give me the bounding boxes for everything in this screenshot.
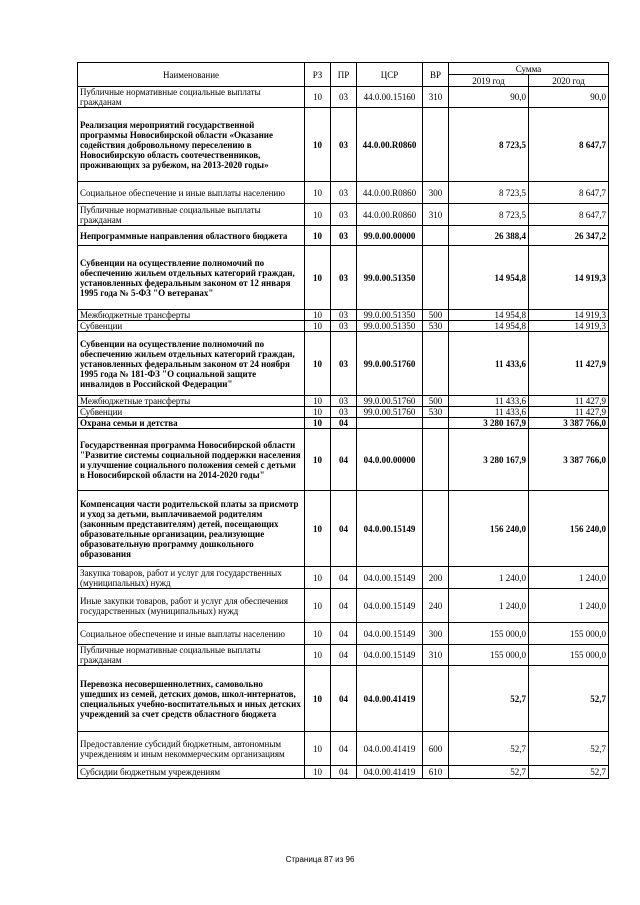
cell-vr: 530 xyxy=(423,321,449,332)
cell-2020: 8 647,7 xyxy=(529,182,609,204)
cell-csr: 04.0.00.41419 xyxy=(357,766,423,779)
cell-name: Субвенции xyxy=(78,321,305,332)
cell-vr xyxy=(423,666,449,732)
cell-pr: 03 xyxy=(331,321,357,332)
cell-rz: 10 xyxy=(305,623,331,645)
cell-csr: 04.0.00.15149 xyxy=(357,645,423,666)
table-row xyxy=(78,87,609,108)
cell-vr xyxy=(423,226,449,246)
cell-2020: 11 427,9 xyxy=(529,332,609,396)
cell-vr xyxy=(423,491,449,567)
cell-rz: 10 xyxy=(305,332,331,396)
cell-rz: 10 xyxy=(305,246,331,310)
cell-pr: 04 xyxy=(331,418,357,429)
table-row xyxy=(78,226,609,246)
table-row xyxy=(78,567,609,589)
cell-vr xyxy=(423,418,449,429)
header-rz: РЗ xyxy=(305,63,331,87)
cell-2020: 1 240,0 xyxy=(529,589,609,623)
cell-csr: 04.0.00.15149 xyxy=(357,491,423,567)
cell-name: Государственная программа Новосибирской области "Развитие системы социальной поддержки населения и улучшение социального положения семей с детьми в Новосибирской области на 2014-2020 годы" xyxy=(78,429,305,491)
cell-name: Реализация мероприятий государственной программы Новосибирской области «Оказание содействия добровольному переселению в Новосибирскую область соотечественников, проживающих за рубежом, на 2013-2020 годы» xyxy=(78,108,305,182)
cell-rz: 10 xyxy=(305,418,331,429)
cell-name: Социальное обеспечение и иные выплаты населению xyxy=(78,623,305,645)
table-body xyxy=(78,87,609,779)
cell-rz: 10 xyxy=(305,87,331,108)
table-row xyxy=(78,407,609,418)
cell-csr: 44.0.00.15160 xyxy=(357,87,423,108)
cell-rz: 10 xyxy=(305,407,331,418)
cell-vr: 530 xyxy=(423,407,449,418)
cell-name: Компенсация части родительской платы за присмотр и уход за детьми, выплачиваемой родителям (законным представителям) детей, посещающих образовательные организации, реализующие образовательную программу дошкольного образования xyxy=(78,491,305,567)
cell-csr: 04.0.00.41419 xyxy=(357,732,423,766)
table-row xyxy=(78,204,609,226)
cell-2020: 8 647,7 xyxy=(529,204,609,226)
cell-2019: 156 240,0 xyxy=(449,491,529,567)
cell-rz: 10 xyxy=(305,204,331,226)
cell-vr: 500 xyxy=(423,396,449,407)
table-row xyxy=(78,491,609,567)
cell-2020: 52,7 xyxy=(529,766,609,779)
cell-2019: 90,0 xyxy=(449,87,529,108)
cell-name: Иные закупки товаров, работ и услуг для обеспечения государственных (муниципальных) нужд xyxy=(78,589,305,623)
cell-rz: 10 xyxy=(305,226,331,246)
cell-rz: 10 xyxy=(305,766,331,779)
table-row xyxy=(78,766,609,779)
cell-pr: 03 xyxy=(331,407,357,418)
budget-table xyxy=(77,62,609,779)
cell-rz: 10 xyxy=(305,589,331,623)
cell-2019: 11 433,6 xyxy=(449,396,529,407)
cell-pr: 04 xyxy=(331,429,357,491)
cell-name: Субвенции на осуществление полномочий по обеспечению жильем отдельных категорий граждан, установленных федеральным законом от 12 января 1995 года № 5-ФЗ "О ветеранах" xyxy=(78,246,305,310)
cell-2019: 26 388,4 xyxy=(449,226,529,246)
cell-rz: 10 xyxy=(305,732,331,766)
table-row xyxy=(78,246,609,310)
header-vr: ВР xyxy=(423,63,449,87)
cell-vr xyxy=(423,108,449,182)
cell-name: Публичные нормативные социальные выплаты гражданам xyxy=(78,204,305,226)
cell-name: Публичные нормативные социальные выплаты гражданам xyxy=(78,645,305,666)
cell-rz: 10 xyxy=(305,108,331,182)
cell-name: Межбюджетные трансферты xyxy=(78,396,305,407)
cell-vr: 240 xyxy=(423,589,449,623)
cell-name: Субвенции xyxy=(78,407,305,418)
cell-2019: 1 240,0 xyxy=(449,589,529,623)
cell-2020: 1 240,0 xyxy=(529,567,609,589)
header-csr: ЦСР xyxy=(357,63,423,87)
cell-2020: 155 000,0 xyxy=(529,623,609,645)
cell-pr: 03 xyxy=(331,396,357,407)
cell-2019: 3 280 167,9 xyxy=(449,418,529,429)
cell-2020: 26 347,2 xyxy=(529,226,609,246)
cell-vr xyxy=(423,429,449,491)
cell-vr: 610 xyxy=(423,766,449,779)
cell-pr: 04 xyxy=(331,567,357,589)
cell-2020: 14 919,3 xyxy=(529,321,609,332)
cell-vr xyxy=(423,246,449,310)
cell-vr: 300 xyxy=(423,623,449,645)
cell-2020: 11 427,9 xyxy=(529,396,609,407)
cell-pr: 03 xyxy=(331,310,357,321)
cell-name: Субсидии бюджетным учреждениям xyxy=(78,766,305,779)
cell-csr: 04.0.00.15149 xyxy=(357,589,423,623)
cell-csr: 44.0.00.R0860 xyxy=(357,182,423,204)
cell-pr: 04 xyxy=(331,732,357,766)
table-row xyxy=(78,589,609,623)
cell-name: Социальное обеспечение и иные выплаты населению xyxy=(78,182,305,204)
cell-csr: 04.0.00.00000 xyxy=(357,429,423,491)
cell-rz: 10 xyxy=(305,429,331,491)
table-row xyxy=(78,332,609,396)
cell-2019: 8 723,5 xyxy=(449,182,529,204)
cell-csr: 04.0.00.15149 xyxy=(357,623,423,645)
table-row xyxy=(78,623,609,645)
cell-csr: 99.0.00.00000 xyxy=(357,226,423,246)
cell-csr: 04.0.00.41419 xyxy=(357,666,423,732)
cell-2019: 8 723,5 xyxy=(449,108,529,182)
cell-csr xyxy=(357,418,423,429)
cell-2019: 11 433,6 xyxy=(449,332,529,396)
cell-2019: 1 240,0 xyxy=(449,567,529,589)
cell-2020: 8 647,7 xyxy=(529,108,609,182)
header-year-2019: 2019 год xyxy=(449,75,529,87)
table-row xyxy=(78,108,609,182)
cell-2019: 11 433,6 xyxy=(449,407,529,418)
cell-csr: 99.0.00.51350 xyxy=(357,246,423,310)
cell-name: Непрограммные направления областного бюджета xyxy=(78,226,305,246)
cell-2019: 14 954,8 xyxy=(449,246,529,310)
cell-name: Охрана семьи и детства xyxy=(78,418,305,429)
cell-2019: 52,7 xyxy=(449,732,529,766)
cell-vr: 500 xyxy=(423,310,449,321)
cell-2020: 52,7 xyxy=(529,732,609,766)
cell-pr: 03 xyxy=(331,226,357,246)
table-row xyxy=(78,666,609,732)
cell-vr: 310 xyxy=(423,645,449,666)
cell-rz: 10 xyxy=(305,666,331,732)
cell-rz: 10 xyxy=(305,182,331,204)
cell-vr: 200 xyxy=(423,567,449,589)
cell-csr: 44.0.00.R0860 xyxy=(357,108,423,182)
cell-2019: 52,7 xyxy=(449,766,529,779)
cell-2020: 156 240,0 xyxy=(529,491,609,567)
cell-2019: 14 954,8 xyxy=(449,321,529,332)
table-row xyxy=(78,418,609,429)
cell-2020: 14 919,3 xyxy=(529,310,609,321)
cell-2019: 155 000,0 xyxy=(449,623,529,645)
cell-name: Предоставление субсидий бюджетным, автономным учреждениям и иным некоммерческим организациям xyxy=(78,732,305,766)
header-year-2020: 2020 год xyxy=(529,75,609,87)
table-row xyxy=(78,182,609,204)
cell-name: Субвенции на осуществление полномочий по обеспечению жильем отдельных категорий граждан, установленных федеральным законом от 24 ноября 1995 года № 181-ФЗ "О социальной защите инвалидов в Российской Федерации" xyxy=(78,332,305,396)
table-row xyxy=(78,310,609,321)
cell-pr: 03 xyxy=(331,246,357,310)
table-row xyxy=(78,321,609,332)
cell-rz: 10 xyxy=(305,396,331,407)
cell-pr: 04 xyxy=(331,589,357,623)
cell-2020: 52,7 xyxy=(529,666,609,732)
table-row xyxy=(78,645,609,666)
cell-csr: 99.0.00.51760 xyxy=(357,396,423,407)
table-header xyxy=(78,63,609,87)
cell-pr: 04 xyxy=(331,623,357,645)
page-number: Страница 87 из 96 xyxy=(285,855,355,864)
cell-csr: 44.0.00.R0860 xyxy=(357,204,423,226)
cell-2020: 11 427,9 xyxy=(529,407,609,418)
header-pr: ПР xyxy=(331,63,357,87)
cell-name: Публичные нормативные социальные выплаты гражданам xyxy=(78,87,305,108)
cell-pr: 03 xyxy=(331,182,357,204)
cell-rz: 10 xyxy=(305,310,331,321)
cell-2020: 3 387 766,0 xyxy=(529,418,609,429)
cell-csr: 99.0.00.51760 xyxy=(357,407,423,418)
header-name: Наименование xyxy=(78,63,305,87)
cell-2020: 90,0 xyxy=(529,87,609,108)
cell-csr: 99.0.00.51350 xyxy=(357,321,423,332)
cell-2020: 155 000,0 xyxy=(529,645,609,666)
cell-name: Закупка товаров, работ и услуг для государственных (муниципальных) нужд xyxy=(78,567,305,589)
cell-2019: 52,7 xyxy=(449,666,529,732)
cell-2020: 14 919,3 xyxy=(529,246,609,310)
cell-pr: 04 xyxy=(331,666,357,732)
cell-csr: 99.0.00.51760 xyxy=(357,332,423,396)
cell-vr: 600 xyxy=(423,732,449,766)
cell-pr: 04 xyxy=(331,766,357,779)
cell-pr: 03 xyxy=(331,87,357,108)
header-sum: Сумма xyxy=(449,63,609,75)
cell-vr: 300 xyxy=(423,182,449,204)
cell-pr: 03 xyxy=(331,332,357,396)
cell-2019: 8 723,5 xyxy=(449,204,529,226)
table-row xyxy=(78,732,609,766)
cell-csr: 99.0.00.51350 xyxy=(357,310,423,321)
cell-pr: 04 xyxy=(331,645,357,666)
cell-2019: 14 954,8 xyxy=(449,310,529,321)
cell-2019: 3 280 167,9 xyxy=(449,429,529,491)
cell-2020: 3 387 766,0 xyxy=(529,429,609,491)
cell-vr: 310 xyxy=(423,87,449,108)
cell-2019: 155 000,0 xyxy=(449,645,529,666)
cell-rz: 10 xyxy=(305,645,331,666)
cell-vr: 310 xyxy=(423,204,449,226)
cell-name: Межбюджетные трансферты xyxy=(78,310,305,321)
cell-pr: 04 xyxy=(331,491,357,567)
cell-rz: 10 xyxy=(305,321,331,332)
cell-rz: 10 xyxy=(305,567,331,589)
cell-csr: 04.0.00.15149 xyxy=(357,567,423,589)
cell-rz: 10 xyxy=(305,491,331,567)
cell-pr: 03 xyxy=(331,204,357,226)
table-row xyxy=(78,429,609,491)
cell-vr xyxy=(423,332,449,396)
table-row xyxy=(78,396,609,407)
cell-name: Перевозка несовершеннолетних, самовольно ушедших из семей, детских домов, школ-интернатов, специальных учебно-воспитательных и иных детских учреждений за счет средств областного бюджета xyxy=(78,666,305,732)
cell-pr: 03 xyxy=(331,108,357,182)
